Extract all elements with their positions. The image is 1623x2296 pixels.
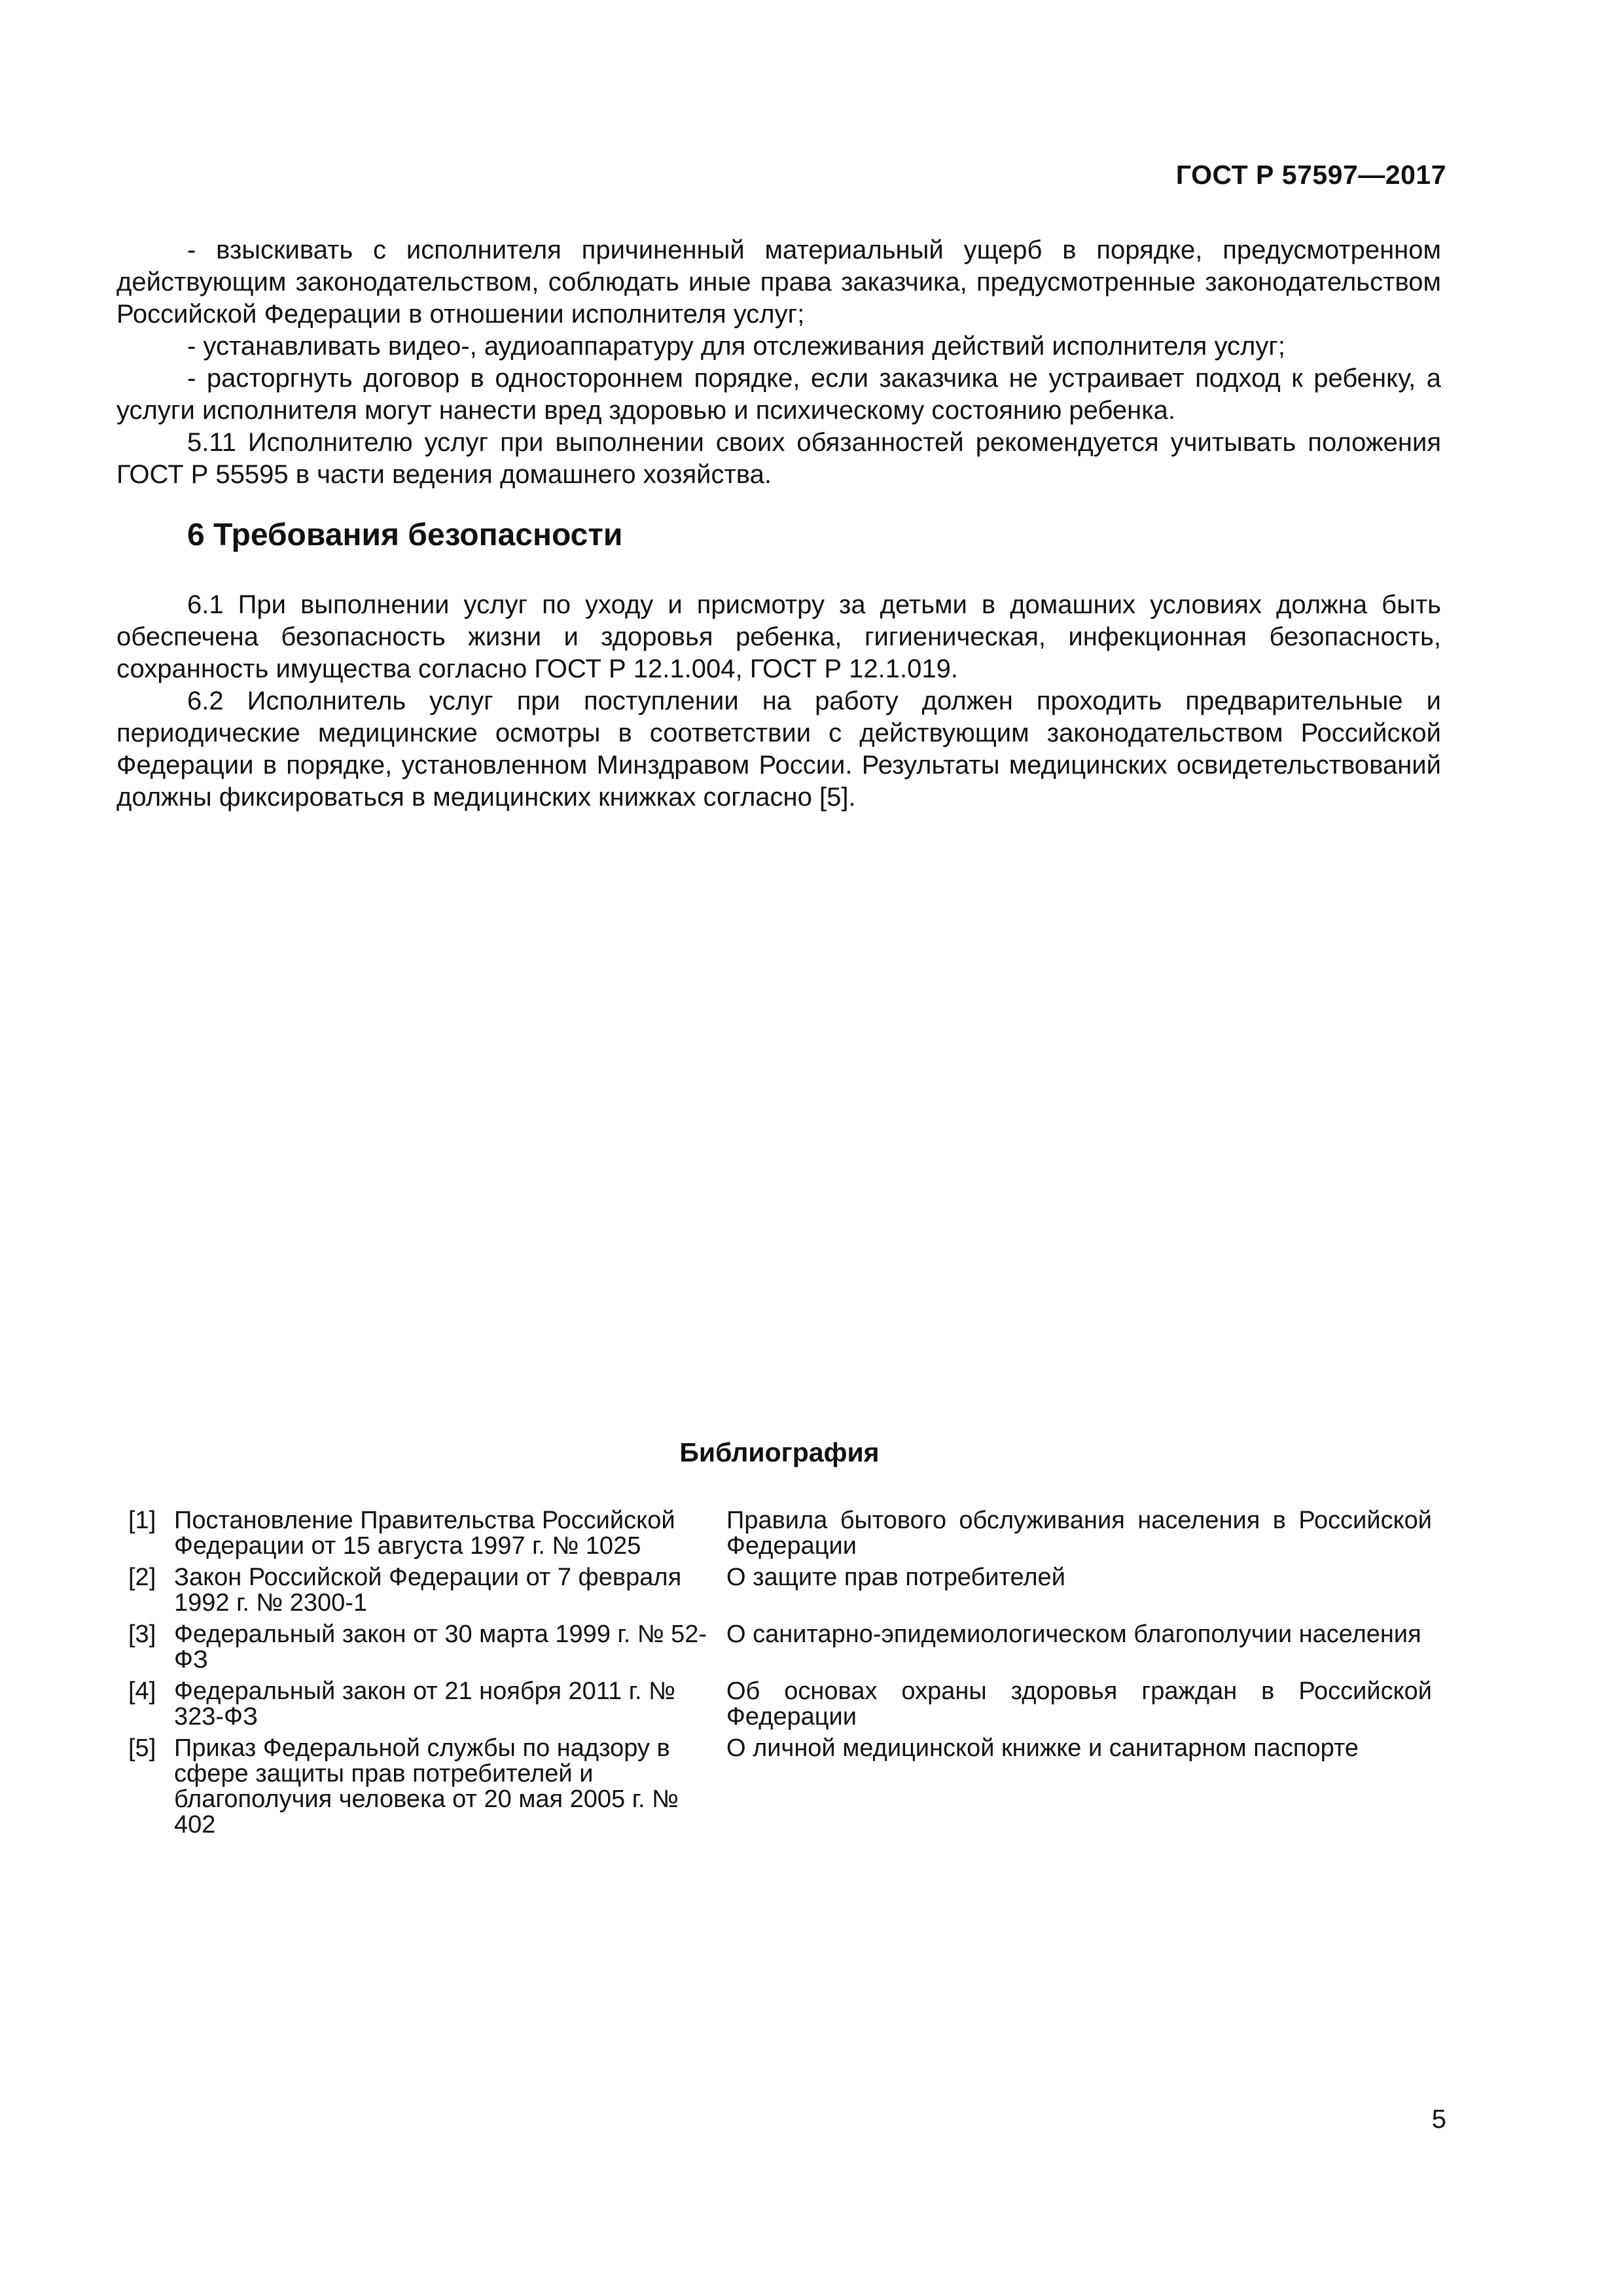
- section-6-text-block: [116, 589, 1441, 814]
- bibliography-document-title: О личной медицинской книжке и санитарном паспорте: [726, 1734, 1359, 1762]
- bibliography-entry: [128, 1622, 1432, 1673]
- paragraph-install-video: - устанавливать видео-, аудиоаппаратуру для отслеживания действий исполнителя услуг;: [187, 332, 1286, 361]
- bibliography-document-title: Правила бытового обслуживания населения в Российской Федерации: [726, 1507, 1432, 1560]
- paragraph-5-11: 5.11 Исполнителю услуг при выполнении своих обязанностей рекомендуется учитывать положения ГОСТ Р 55595 в части ведения домашнего хозяйства.: [116, 428, 1441, 489]
- top-text-block: [116, 234, 1441, 491]
- bibliography-number: [1]: [128, 1507, 156, 1534]
- bibliography-source: Постановление Правительства Российской Федерации от 15 августа 1997 г. № 1025: [174, 1507, 675, 1560]
- bibliography-source: Федеральный закон от 21 ноября 2011 г. № 323-ФЗ: [174, 1677, 675, 1731]
- paragraph-6-2: 6.2 Исполнитель услуг при поступлении на работу должен проходить предварительные и периодические медицинские осмотры в соответствии с действующим законодательством Российской Федерации в порядке, установленном Минздравом России. Результаты медицинских освидетельствований должны фиксироваться в медицинских книжках согласно [5].: [116, 687, 1441, 812]
- bibliography-number: [4]: [128, 1677, 156, 1705]
- bibliography-number: [3]: [128, 1621, 156, 1648]
- paragraph-terminate-contract: - расторгнуть договор в одностороннем порядке, если заказчика не устраивает подход к ребенку, а услуги исполнителя могут нанести вред здоровью и психическому состоянию ребенка.: [116, 364, 1441, 425]
- paragraph-6-1: 6.1 При выполнении услуг по уходу и присмотру за детьми в домашних условиях должна быть обеспечена безопасность жизни и здоровья ребенка, гигиеническая, инфекционная безопасность, сохранность имущества согласно ГОСТ Р 12.1.004, ГОСТ Р 12.1.019.: [116, 590, 1441, 683]
- bibliography-entry: [128, 1736, 1432, 1838]
- bibliography-entry: [128, 1679, 1432, 1730]
- bibliography-number: [2]: [128, 1564, 156, 1591]
- bibliography-entry: [128, 1565, 1432, 1616]
- bibliography-entry: [128, 1508, 1432, 1559]
- bibliography-number: [5]: [128, 1734, 156, 1762]
- bibliography-document-title: О защите прав потребителей: [726, 1564, 1065, 1591]
- page-number: 5: [1431, 2105, 1446, 2134]
- bibliography-list: [128, 1508, 1432, 1844]
- bibliography-source: Приказ Федеральной службы по надзору в сфере защиты прав потребителей и благополучия человека от 20 мая 2005 г. № 402: [174, 1734, 679, 1839]
- bibliography-title: Библиография: [679, 1437, 880, 1467]
- bibliography-source: Федеральный закон от 30 марта 1999 г. № 52-ФЗ: [174, 1621, 707, 1674]
- bibliography-document-title: О санитарно-эпидемиологическом благополучии населения: [726, 1621, 1421, 1648]
- bibliography-source: Закон Российской Федерации от 7 февраля 1992 г. № 2300-1: [174, 1564, 682, 1617]
- section-6-heading: 6 Требования безопасности: [187, 518, 623, 552]
- paragraph-claim-damages: - взыскивать с исполнителя причиненный материальный ущерб в порядке, предусмотренном действующим законодательством, соблюдать иные права заказчика, предусмотренные законодательством Российской Федерации в отношении исполнителя услуг;: [116, 236, 1441, 329]
- document-code: ГОСТ Р 57597—2017: [1175, 160, 1446, 190]
- bibliography-document-title: Об основах охраны здоровья граждан в Российской Федерации: [726, 1677, 1432, 1731]
